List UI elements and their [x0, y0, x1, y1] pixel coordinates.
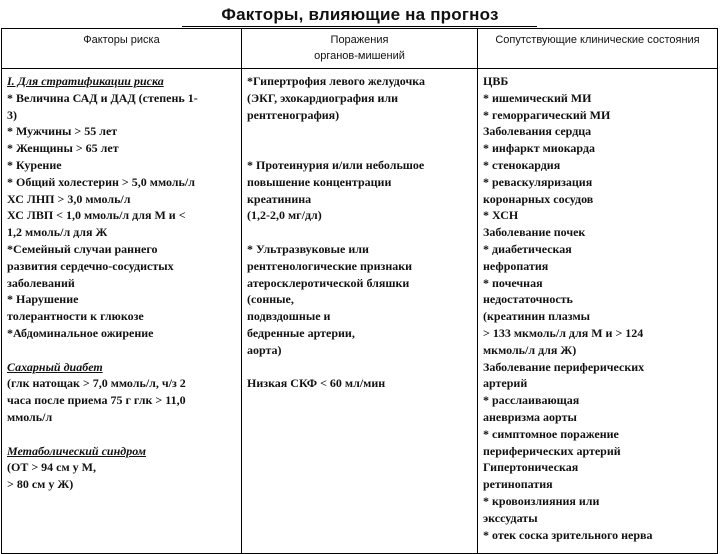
title-underline — [182, 26, 537, 27]
text-line: артерий — [483, 376, 528, 391]
spacer — [247, 359, 473, 376]
text-line: * Общий холестерин > 5,0 ммоль/л — [7, 174, 195, 189]
text-line: (сонные, — [247, 292, 294, 307]
section-heading: Метаболический синдром — [7, 443, 146, 458]
text-line: * ишемический МИ — [483, 90, 592, 105]
text-line: ретинопатия — [483, 477, 553, 492]
text-line: мкмоль/л для Ж) — [483, 342, 577, 357]
text-line: часа после приема 75 г глк > 11,0 — [7, 393, 186, 408]
text-line: * ХСН — [483, 208, 519, 223]
text-line: бедренные артерии, — [247, 325, 355, 340]
clinical-conditions-cell — [478, 69, 718, 554]
prognosis-factors-table — [1, 28, 718, 554]
header-risk-factors — [2, 29, 242, 69]
text-line: ммоль/л — [7, 409, 53, 424]
text-line: Заболевание периферических — [483, 359, 645, 374]
text-line: заболеваний — [7, 275, 75, 290]
text-line: *Гипертрофия левого желудочка — [247, 74, 425, 88]
text-line: ЦВБ — [483, 74, 509, 88]
text-line: * Протеинурия и/или небольшое — [247, 157, 425, 172]
text-line: Заболевание почек — [483, 225, 586, 240]
text-line: *Абдоминальное ожирение — [7, 325, 154, 340]
text-line: (креатинин плазмы — [483, 309, 590, 324]
text-line: * стенокардия — [483, 157, 561, 172]
text-line: * симптомное поражение — [483, 426, 619, 441]
text-line: * Нарушение — [7, 292, 79, 307]
text-line: (ОТ > 94 см у М, — [7, 460, 96, 475]
header-clinical-conditions — [478, 29, 718, 69]
text-line: * геморрагический МИ — [483, 107, 611, 122]
text-line: * диабетическая — [483, 241, 572, 256]
text-line: аневризма аорты — [483, 409, 577, 424]
header-line: органов-мишений — [314, 50, 405, 62]
text-line: недостаточность — [483, 292, 573, 307]
spacer — [7, 426, 237, 443]
text-line: ХС ЛНП > 3,0 ммоль/л — [7, 191, 131, 206]
text-line: * Ультразвуковые или — [247, 241, 369, 256]
header-line: Поражения — [330, 34, 389, 46]
text-line: рентгенологические признаки — [247, 258, 413, 273]
header-target-organs — [242, 29, 478, 69]
text-line: креатинина — [247, 191, 312, 206]
text-line: * Мужчины > 55 лет — [7, 124, 118, 139]
text-line: (глк натощак > 7,0 ммоль/л, ч/з 2 — [7, 376, 186, 391]
text-line: * почечная — [483, 275, 543, 290]
spacer — [247, 224, 473, 241]
text-line: толерантности к глюкозе — [7, 309, 144, 324]
text-line: экссудаты — [483, 510, 538, 525]
risk-factors-cell — [2, 69, 242, 554]
section-heading: I. Для стратификации риска — [7, 74, 164, 88]
text-line: > 133 мкмоль/л для М и > 124 — [483, 325, 644, 340]
text-line: * отек соска зрительного нерва — [483, 527, 653, 542]
text-line: * расслаивающая — [483, 393, 580, 408]
text-line: рентгенография) — [247, 107, 340, 122]
text-line: атеросклеротической бляшки — [247, 275, 410, 290]
text-line: *Семейный случаи раннего — [7, 241, 158, 256]
text-line: * кровоизлияния или — [483, 493, 600, 508]
text-line: нефропатия — [483, 258, 549, 273]
text-line: 1,2 ммоль/л для Ж — [7, 225, 108, 240]
text-line: * Курение — [7, 157, 62, 172]
text-line: аорта) — [247, 342, 282, 357]
body-row — [2, 69, 718, 554]
text-line: (ЭКГ, эхокардиография или — [247, 90, 399, 105]
text-line: * реваскуляризация — [483, 174, 593, 189]
text-line: * Женщины > 65 лет — [7, 141, 119, 156]
text-line: Заболевания сердца — [483, 124, 592, 139]
spacer — [247, 140, 473, 157]
text-line: 3) — [7, 107, 17, 122]
text-line: > 80 см у Ж) — [7, 477, 74, 492]
spacer — [7, 342, 237, 359]
text-line: Гипертоническая — [483, 460, 579, 475]
header-row — [2, 29, 718, 69]
text-line: повышение концентрации — [247, 174, 392, 189]
text-line: Низкая СКФ < 60 мл/мин — [247, 376, 386, 391]
text-line: коронарных сосудов — [483, 191, 594, 206]
text-line: периферических артерий — [483, 443, 621, 458]
text-line: * инфаркт миокарда — [483, 141, 596, 156]
text-line: * Величина САД и ДАД (степень 1- — [7, 90, 198, 105]
text-line: развития сердечно-сосудистых — [7, 258, 174, 273]
text-line: подвздошные и — [247, 309, 331, 324]
header-line: Факторы риска — [83, 34, 160, 46]
text-line: (1,2-2,0 мг/дл) — [247, 208, 322, 223]
text-line: ХС ЛВП < 1,0 ммоль/л для М и < — [7, 208, 186, 223]
header-line: Сопутствующие клинические состояния — [495, 34, 700, 46]
page-title: Факторы, влияющие на прогноз — [221, 5, 499, 24]
section-heading: Сахарный диабет — [7, 359, 103, 374]
spacer — [247, 123, 473, 140]
target-organs-cell — [242, 69, 478, 554]
